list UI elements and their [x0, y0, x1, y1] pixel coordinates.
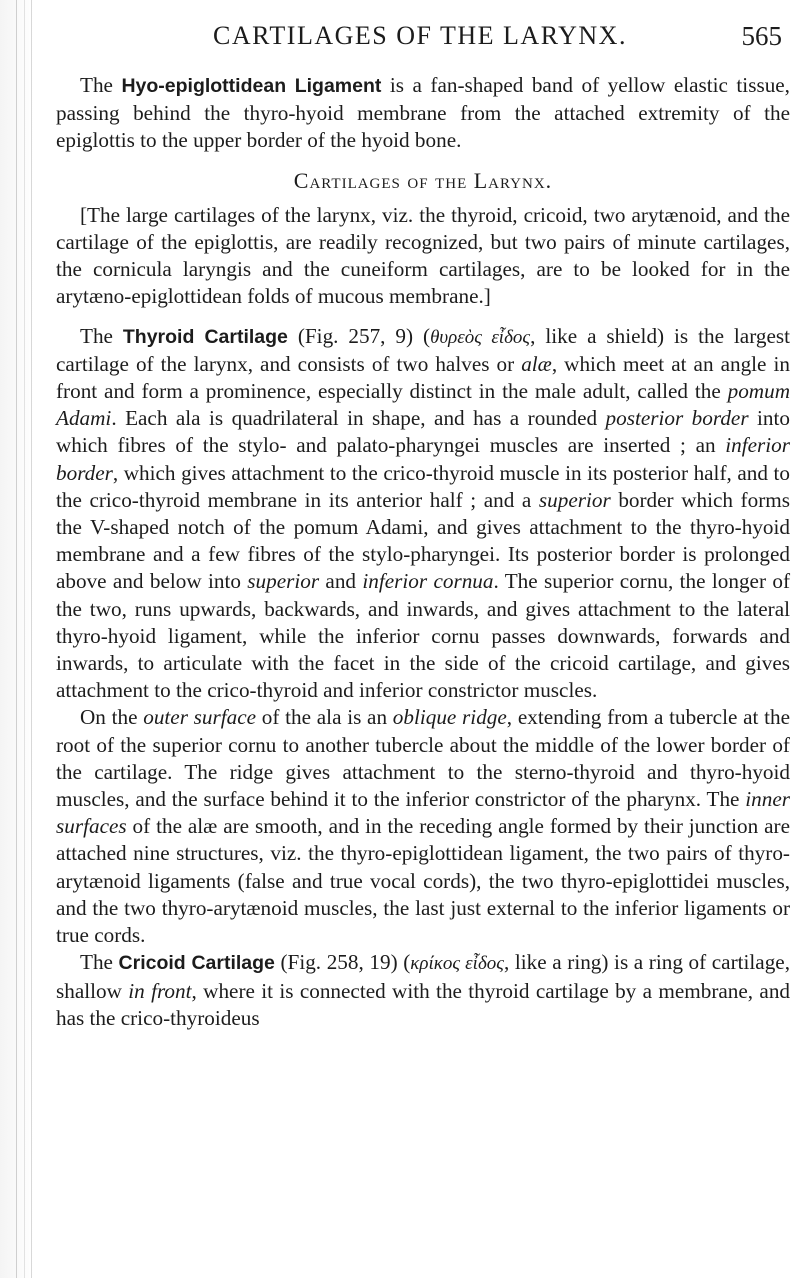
paragraph-thyroid: The Thyroid Cartilage (Fig. 257, 9) (θυρεὸς εἶδος, like a shield) is the largest cartilage of the larynx, and consists of two halves or alæ, which meet at an angle in front and form a prominence, especially distinct in the male adult, called the pomum Adami. Each ala is quadrilateral in shape, and has a rounded posterior border into which fibres of the stylo- and palato-pharyngei muscles are inserted ; an inferior border, which gives attachment to the crico-thyroid muscle in its posterior half, and to the crico-thyroid membrane in its anterior half ; and a superior border which forms the V-shaped notch of the pomum Adami, and gives attachment to the thyro-hyoid membrane and a few fibres of the stylo-pharyngei. Its posterior border is prolonged above and below into superior and inferior cornua. The superior cornu, the longer of the two, runs upwards, backwards, and inwards, and gives attachment to the lateral thyro-hyoid ligament, while the inferior cornu passes downwards, forwards and inwards, to articulate with the facet in the side of the cricoid cartilage, and gives attachment to the crico-thyroid and inferior constrictor muscles.: [56, 323, 791, 703]
term-hyo-epiglottidean: Hyo-epiglottidean Ligament: [121, 75, 382, 97]
page-number: 565: [741, 21, 782, 51]
page-gutter-shadow: [0, 0, 34, 1278]
greek-thyroid: θυρεὸς εἶδος: [430, 326, 531, 348]
page-edge-line: [31, 0, 32, 1278]
page-edge-line: [16, 0, 17, 1278]
running-head: CARTILAGES OF THE LARYNX.: [213, 21, 627, 50]
paragraph-outer-surface: On the outer surface of the ala is an oblique ridge, extending from a tubercle at the root of the superior cornu to another tubercle about the middle of the lower border of the cartilage. The ridge gives attachment to the sterno-thyroid and thyro-hyoid muscles, and the surface behind it to the inferior constrictor of the pharynx. The inner surfaces of the alæ are smooth, and in the receding angle formed by their junction are attached nine structures, viz. the thyro-epiglottidean ligament, the two pairs of thyro-arytænoid ligaments (false and true vocal cords), the two thyro-epiglottidei muscles, and the two thyro-arytænoid muscles, the last just external to the inferior ligaments or true cords.: [56, 705, 790, 948]
paragraph-hyo-epiglottidean: The Hyo-epiglottidean Ligament is a fan-shaped band of yellow elastic tissue, passing behind the thyro-hyoid membrane from the attached extremity of the epiglottis to the upper border of the hyoid bone.: [56, 73, 790, 153]
paragraph-cricoid: The Cricoid Cartilage (Fig. 258, 19) (κρίκος εἶδος, like a ring) is a ring of cartilage, shallow in front, where it is connected with the thyroid cartilage by a membrane, and has the crico-thyroideus: [56, 950, 791, 1030]
greek-cricoid: κρίκος εἶδος: [410, 953, 504, 975]
page-header: [40, 8, 800, 64]
paragraph-intro: [The large cartilages of the larynx, viz. the thyroid, cricoid, two arytænoid, and the cartilage of the epiglottis, are readily recognized, but two pairs of minute cartilages, the cornicula laryngis and the cuneiform cartilages, are to be looked for in the arytæno-epiglottidean folds of mucous membrane.]: [56, 202, 790, 309]
term-cricoid: Cricoid Cartilage: [118, 952, 275, 975]
body-text: [56, 72, 790, 1032]
page-edge-line: [24, 0, 25, 1278]
section-heading: Cartilages of the Larynx.: [293, 167, 553, 193]
term-thyroid: Thyroid Cartilage: [122, 325, 288, 348]
